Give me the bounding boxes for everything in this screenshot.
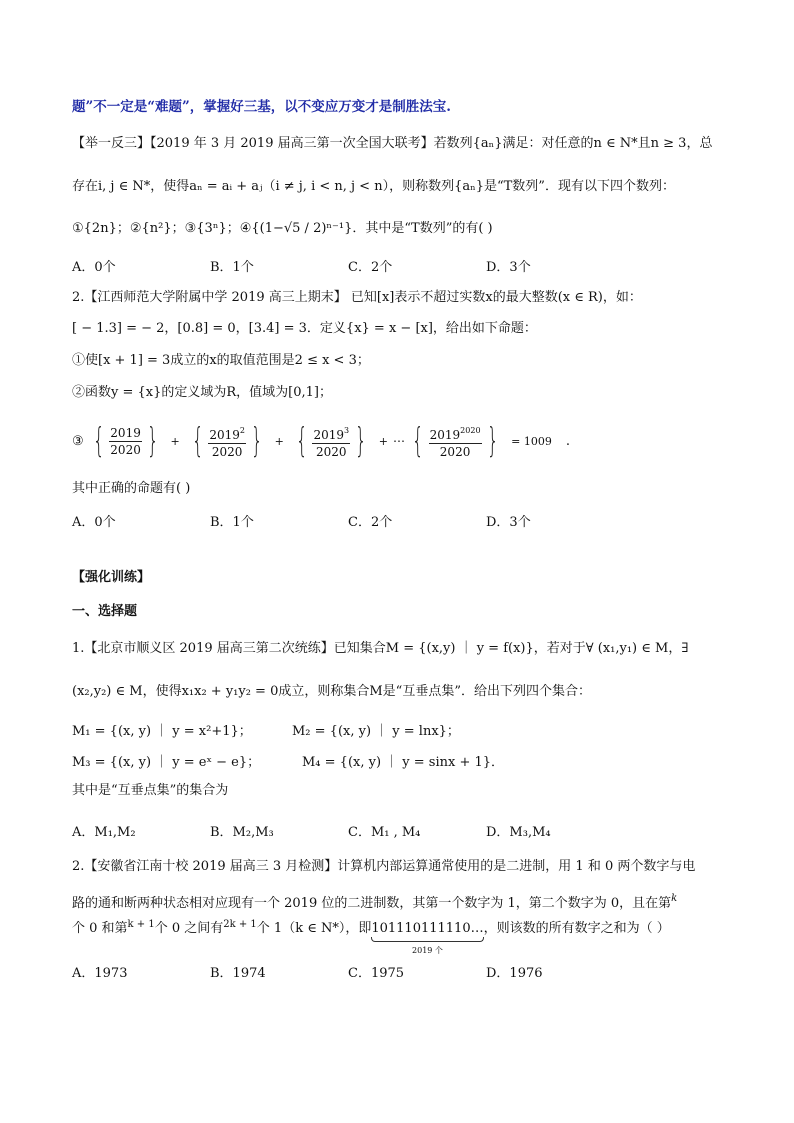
p2-option-c: C．1975 <box>348 966 405 981</box>
p2-k: k <box>671 893 678 904</box>
ellipsis: ⋯ <box>392 434 405 448</box>
term-2-numerator: 2019 <box>209 427 240 442</box>
p2-line-3-c: 个 0 之间有 <box>154 921 224 936</box>
term-4-numerator: 2019 <box>429 427 461 442</box>
q2-line-2: [ − 1.3] = − 2，[0.8] = 0，[3.4] = 3．定义{x} = x − [x]，给出如下命题： <box>72 321 537 336</box>
p2-line-3 <box>72 916 670 955</box>
p2-line-2 <box>72 890 677 913</box>
fractional-part-term-1: { $\frac{2019}{2020}$ } <box>92 421 159 461</box>
q2-line-1: 2.【江西师范大学附属中学 2019 高三上期末】 已知[x]表示不超过实数x的最大整数(x ∈ R)，如： <box>72 290 642 305</box>
p2-2k-plus-1: 2k + 1 <box>223 919 257 930</box>
underbrace-label: 2019 个 <box>412 946 443 955</box>
p2-line-1: 2.【安徽省江南十校 2019 届高三 3 月检测】计算机内部运算通常使用的是二进制，用 1 和 0 两个数字与电 <box>72 859 696 874</box>
term-1-denominator: 2020 <box>110 442 141 457</box>
binary-number: 101110111110… <box>371 921 484 936</box>
p2-option-a: A．1973 <box>72 966 128 981</box>
term-3-exponent: 3 <box>344 425 350 435</box>
plus-sign: + <box>170 434 180 448</box>
header-note: 题”不一定是“难题”，掌握好三基，以不变应万变才是制胜法宝. <box>72 99 451 115</box>
p1-question: 其中是“互垂点集”的集合为 <box>72 783 229 798</box>
binary-number-underbrace <box>371 920 484 955</box>
p1-set-m1: M₁ = {(x, y) ｜ y = x²+1}； <box>72 724 252 739</box>
p2-line-2-text: 路的通和断两种状态相对应现有一个 2019 位的二进制数，其第一个数字为 1，第二个数字为 0，且在第 <box>72 896 672 911</box>
p2-line-3-e: 个 1（k ∈ N*），即 <box>256 921 372 936</box>
p1-set-m4: M₄ = {(x, y) ｜ y = sinx + 1}． <box>302 755 505 770</box>
example-option-d: D．3个 <box>486 260 531 275</box>
q2-item-1: ①使[x + 1] = 3成立的x的取值范围是2 ≤ x < 3； <box>72 353 370 368</box>
q2-item-3-marker: ③ <box>72 433 84 449</box>
q2-item-2: ②函数y = {x}的定义域为R，值域为[0,1]； <box>72 385 332 400</box>
plus-sign: + <box>378 434 388 448</box>
example-line-1: 【举一反三】【2019 年 3 月 2019 届高三第一次全国大联考】若数列{aₙ}满足：对任意的n ∈ N*且n ≥ 3，总 <box>72 136 713 151</box>
section-title: 【强化训练】 <box>72 570 151 585</box>
p1-set-m3: M₃ = {(x, y) ｜ y = eˣ − e}； <box>72 755 261 770</box>
example-line-3: ①{2n}；②{n²}；③{3ⁿ}；④{(1−√5 / 2)ⁿ⁻¹}．其中是“T数列”的有( ) <box>72 221 493 236</box>
term-4-exponent: 2020 <box>460 425 481 435</box>
q2-option-c: C．2个 <box>348 515 393 530</box>
p1-option-d: D．M₃,M₄ <box>486 825 551 840</box>
term-3-denominator: 2020 <box>316 444 347 459</box>
p1-set-m2: M₂ = {(x, y) ｜ y = lnx}； <box>292 724 460 739</box>
example-option-c: C．2个 <box>348 260 393 275</box>
formula-end: . <box>565 433 571 449</box>
term-4-denominator: 2020 <box>439 444 471 459</box>
q2-option-a: A．0个 <box>72 515 116 530</box>
term-2-denominator: 2020 <box>211 444 243 459</box>
p1-line-2: (x₂,y₂) ∈ M，使得x₁x₂ + y₁y₂ = 0成立，则称集合M是“互垂点集”．给出下列四个集合： <box>72 684 591 699</box>
example-line-2: 存在i, j ∈ N*，使得aₙ = aᵢ + aⱼ（i ≠ j, i < n, j < n），则称数列{aₙ}是“T数列”．现有以下四个数列： <box>72 179 675 194</box>
term-3-numerator: 2019 <box>313 427 345 442</box>
fractional-part-term-2: { $\frac{2019^2}{2020}$ } <box>191 421 263 461</box>
p2-option-b: B．1974 <box>210 966 266 981</box>
p2-k-plus-1: k + 1 <box>127 919 155 930</box>
p2-option-d: D．1976 <box>486 966 543 981</box>
q2-question: 其中正确的命题有( ) <box>72 481 191 496</box>
p2-line-3-a: 个 0 和第 <box>72 921 128 936</box>
example-option-b: B．1个 <box>210 260 254 275</box>
p1-option-c: C．M₁ , M₄ <box>348 825 421 840</box>
plus-sign: + <box>274 434 284 448</box>
q2-item-3-formula <box>72 420 570 462</box>
term-2-exponent: 2 <box>239 425 245 435</box>
q2-option-d: D．3个 <box>486 515 531 530</box>
fractional-part-term-3: { $\frac{2019^3}{2020}$ } <box>295 421 367 461</box>
example-option-a: A．0个 <box>72 260 116 275</box>
equals-result: = 1009 <box>511 434 552 448</box>
p1-option-a: A．M₁,M₂ <box>72 825 136 840</box>
p1-option-b: B．M₂,M₃ <box>210 825 274 840</box>
fractional-part-term-4: { $\frac{2019^{2020}}{2020}$ } <box>411 421 499 461</box>
term-1-numerator: 2019 <box>110 425 141 440</box>
p1-line-1: 1.【北京市顺义区 2019 届高三第二次统练】已知集合M = {(x,y) ｜ y = f(x)}，若对于∀ (x₁,y₁) ∈ M，∃ <box>72 641 689 656</box>
subsection-title: 一、选择题 <box>72 604 138 619</box>
q2-option-b: B．1个 <box>210 515 254 530</box>
p2-line-3-f: ，则该数的所有数字之和为（ ） <box>483 921 670 936</box>
